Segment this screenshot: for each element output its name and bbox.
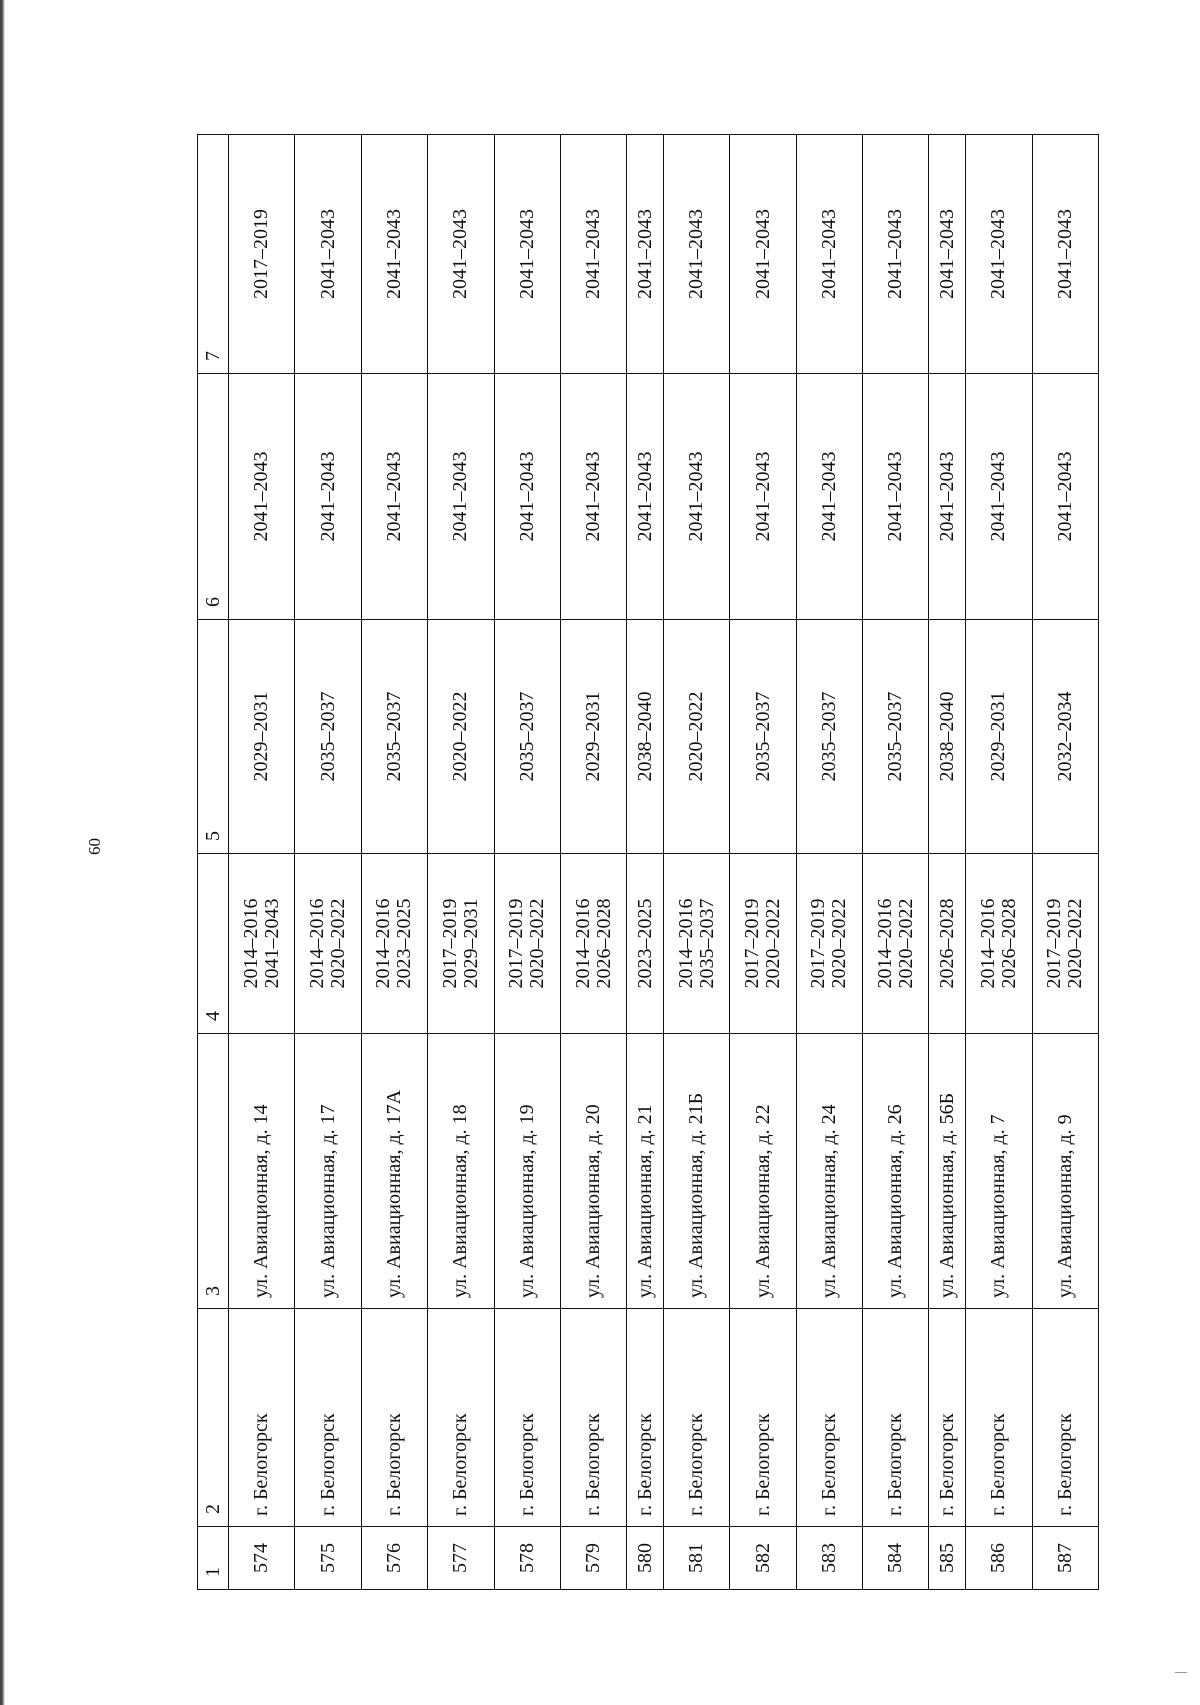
city-cell: г. Белогорск — [929, 1309, 966, 1527]
col6-cell: 2041–2043 — [929, 374, 966, 620]
table-row — [966, 135, 1032, 1590]
rotated-table-container — [197, 135, 1099, 1590]
city-cell: г. Белогорск — [295, 1309, 361, 1527]
period-line: 2017–2019 — [505, 898, 528, 989]
header-col-2: 2 — [198, 1309, 229, 1527]
periods-cell — [966, 854, 1032, 1034]
address-cell: ул. Авиационная, д. 22 — [730, 1034, 796, 1309]
col6-cell: 2041–2043 — [730, 374, 796, 620]
table-row — [1032, 135, 1098, 1590]
city-cell: г. Белогорск — [560, 1309, 626, 1527]
row-number: 580 — [627, 1527, 664, 1590]
period-line: 2020–2022 — [894, 898, 917, 989]
row-number: 577 — [428, 1527, 494, 1590]
page-number: 60 — [85, 838, 104, 855]
address-cell: ул. Авиационная, д. 17А — [361, 1034, 427, 1309]
table-row — [560, 135, 626, 1590]
row-number: 587 — [1032, 1527, 1098, 1590]
period-line: 2035–2037 — [695, 898, 718, 989]
table-row — [428, 135, 494, 1590]
col6-cell: 2041–2043 — [560, 374, 626, 620]
periods-cell — [730, 854, 796, 1034]
address-cell: ул. Авиационная, д. 14 — [229, 1034, 295, 1309]
city-cell: г. Белогорск — [1032, 1309, 1098, 1527]
city-cell: г. Белогорск — [966, 1309, 1032, 1527]
col5-cell: 2029–2031 — [966, 620, 1032, 854]
period-line: 2014–2016 — [976, 898, 999, 989]
table-row — [229, 135, 295, 1590]
col6-cell: 2041–2043 — [494, 374, 560, 620]
period-line: 2014–2016 — [306, 898, 329, 989]
city-cell: г. Белогорск — [663, 1309, 729, 1527]
periods-cell — [1032, 854, 1098, 1034]
col5-cell: 2035–2037 — [295, 620, 361, 854]
period-line: 2023–2025 — [393, 898, 416, 989]
header-col-6: 6 — [198, 374, 229, 620]
period-line: 2020–2022 — [327, 898, 350, 989]
table-row — [663, 135, 729, 1590]
periods-cell — [863, 854, 929, 1034]
address-cell: ул. Авиационная, д. 21Б — [663, 1034, 729, 1309]
col5-cell: 2035–2037 — [796, 620, 862, 854]
scan-artifact-rule — [1175, 1672, 1187, 1673]
period-line: 2017–2019 — [438, 898, 461, 989]
col7-cell: 2041–2043 — [663, 135, 729, 374]
periods-cell — [929, 854, 966, 1034]
col6-cell: 2041–2043 — [863, 374, 929, 620]
col7-cell: 2041–2043 — [428, 135, 494, 374]
table-row — [295, 135, 361, 1590]
col5-cell: 2029–2031 — [560, 620, 626, 854]
row-number: 584 — [863, 1527, 929, 1590]
col5-cell: 2038–2040 — [929, 620, 966, 854]
period-line: 2014–2016 — [239, 898, 262, 989]
period-line: 2014–2016 — [571, 898, 594, 989]
address-cell: ул. Авиационная, д. 20 — [560, 1034, 626, 1309]
col7-cell: 2041–2043 — [1032, 135, 1098, 374]
address-cell: ул. Авиационная, д. 18 — [428, 1034, 494, 1309]
col6-cell: 2041–2043 — [295, 374, 361, 620]
col6-cell: 2041–2043 — [428, 374, 494, 620]
col5-cell: 2029–2031 — [229, 620, 295, 854]
row-number: 579 — [560, 1527, 626, 1590]
row-number: 585 — [929, 1527, 966, 1590]
row-number: 583 — [796, 1527, 862, 1590]
period-line: 2029–2031 — [459, 898, 482, 989]
col7-cell: 2017–2019 — [229, 135, 295, 374]
period-line: 2026–2028 — [997, 898, 1020, 989]
periods-cell — [560, 854, 626, 1034]
col7-cell: 2041–2043 — [627, 135, 664, 374]
col7-cell: 2041–2043 — [361, 135, 427, 374]
table-row — [929, 135, 966, 1590]
table-row — [627, 135, 664, 1590]
address-cell: ул. Авиационная, д. 56Б — [929, 1034, 966, 1309]
periods-cell — [494, 854, 560, 1034]
header-col-5: 5 — [198, 620, 229, 854]
col5-cell: 2038–2040 — [627, 620, 664, 854]
city-cell: г. Белогорск — [863, 1309, 929, 1527]
table-body — [229, 135, 1099, 1590]
header-col-1: 1 — [198, 1527, 229, 1590]
period-line: 2017–2019 — [1043, 898, 1066, 989]
period-line: 2020–2022 — [1064, 898, 1087, 989]
col7-cell: 2041–2043 — [796, 135, 862, 374]
city-cell: г. Белогорск — [627, 1309, 664, 1527]
period-line: 2014–2016 — [372, 898, 395, 989]
schedule-table — [197, 134, 1099, 1590]
table-header — [198, 135, 229, 1590]
city-cell: г. Белогорск — [361, 1309, 427, 1527]
city-cell: г. Белогорск — [730, 1309, 796, 1527]
row-number: 576 — [361, 1527, 427, 1590]
period-line: 2014–2016 — [873, 898, 896, 989]
col7-cell: 2041–2043 — [863, 135, 929, 374]
col7-cell: 2041–2043 — [730, 135, 796, 374]
header-col-4: 4 — [198, 854, 229, 1034]
address-cell: ул. Авиационная, д. 17 — [295, 1034, 361, 1309]
address-cell: ул. Авиационная, д. 24 — [796, 1034, 862, 1309]
row-number: 586 — [966, 1527, 1032, 1590]
period-line: 2017–2019 — [741, 898, 764, 989]
period-line: 2020–2022 — [828, 898, 851, 989]
row-number: 578 — [494, 1527, 560, 1590]
header-row — [198, 135, 229, 1590]
row-number: 582 — [730, 1527, 796, 1590]
col5-cell: 2035–2037 — [361, 620, 427, 854]
city-cell: г. Белогорск — [229, 1309, 295, 1527]
col6-cell: 2041–2043 — [627, 374, 664, 620]
col5-cell: 2035–2037 — [863, 620, 929, 854]
col7-cell: 2041–2043 — [966, 135, 1032, 374]
col5-cell: 2020–2022 — [663, 620, 729, 854]
col7-cell: 2041–2043 — [929, 135, 966, 374]
table-row — [796, 135, 862, 1590]
period-line: 2014–2016 — [674, 898, 697, 989]
table-row — [494, 135, 560, 1590]
table-row — [730, 135, 796, 1590]
period-line: 2020–2022 — [762, 898, 785, 989]
col7-cell: 2041–2043 — [295, 135, 361, 374]
col6-cell: 2041–2043 — [229, 374, 295, 620]
periods-cell — [796, 854, 862, 1034]
periods-cell — [229, 854, 295, 1034]
header-col-7: 7 — [198, 135, 229, 374]
header-col-3: 3 — [198, 1034, 229, 1309]
row-number: 581 — [663, 1527, 729, 1590]
col6-cell: 2041–2043 — [1032, 374, 1098, 620]
address-cell: ул. Авиационная, д. 9 — [1032, 1034, 1098, 1309]
col5-cell: 2032–2034 — [1032, 620, 1098, 854]
city-cell: г. Белогорск — [428, 1309, 494, 1527]
periods-cell — [663, 854, 729, 1034]
period-line: 2041–2043 — [260, 898, 283, 989]
col7-cell: 2041–2043 — [494, 135, 560, 374]
col5-cell: 2035–2037 — [494, 620, 560, 854]
period-line: 2020–2022 — [526, 898, 549, 989]
row-number: 574 — [229, 1527, 295, 1590]
city-cell: г. Белогорск — [796, 1309, 862, 1527]
address-cell: ул. Авиационная, д. 21 — [627, 1034, 664, 1309]
period-line: 2017–2019 — [807, 898, 830, 989]
row-number: 575 — [295, 1527, 361, 1590]
col6-cell: 2041–2043 — [796, 374, 862, 620]
period-line: 2023–2025 — [633, 898, 656, 989]
table-row — [863, 135, 929, 1590]
col6-cell: 2041–2043 — [663, 374, 729, 620]
address-cell: ул. Авиационная, д. 7 — [966, 1034, 1032, 1309]
periods-cell — [627, 854, 664, 1034]
col7-cell: 2041–2043 — [560, 135, 626, 374]
col6-cell: 2041–2043 — [966, 374, 1032, 620]
periods-cell — [295, 854, 361, 1034]
table-row — [361, 135, 427, 1590]
period-line: 2026–2028 — [935, 898, 958, 989]
col5-cell: 2020–2022 — [428, 620, 494, 854]
periods-cell — [361, 854, 427, 1034]
col6-cell: 2041–2043 — [361, 374, 427, 620]
address-cell: ул. Авиационная, д. 26 — [863, 1034, 929, 1309]
periods-cell — [428, 854, 494, 1034]
period-line: 2026–2028 — [592, 898, 615, 989]
city-cell: г. Белогорск — [494, 1309, 560, 1527]
address-cell: ул. Авиационная, д. 19 — [494, 1034, 560, 1309]
scan-edge-mark — [0, 0, 5, 1705]
col5-cell: 2035–2037 — [730, 620, 796, 854]
